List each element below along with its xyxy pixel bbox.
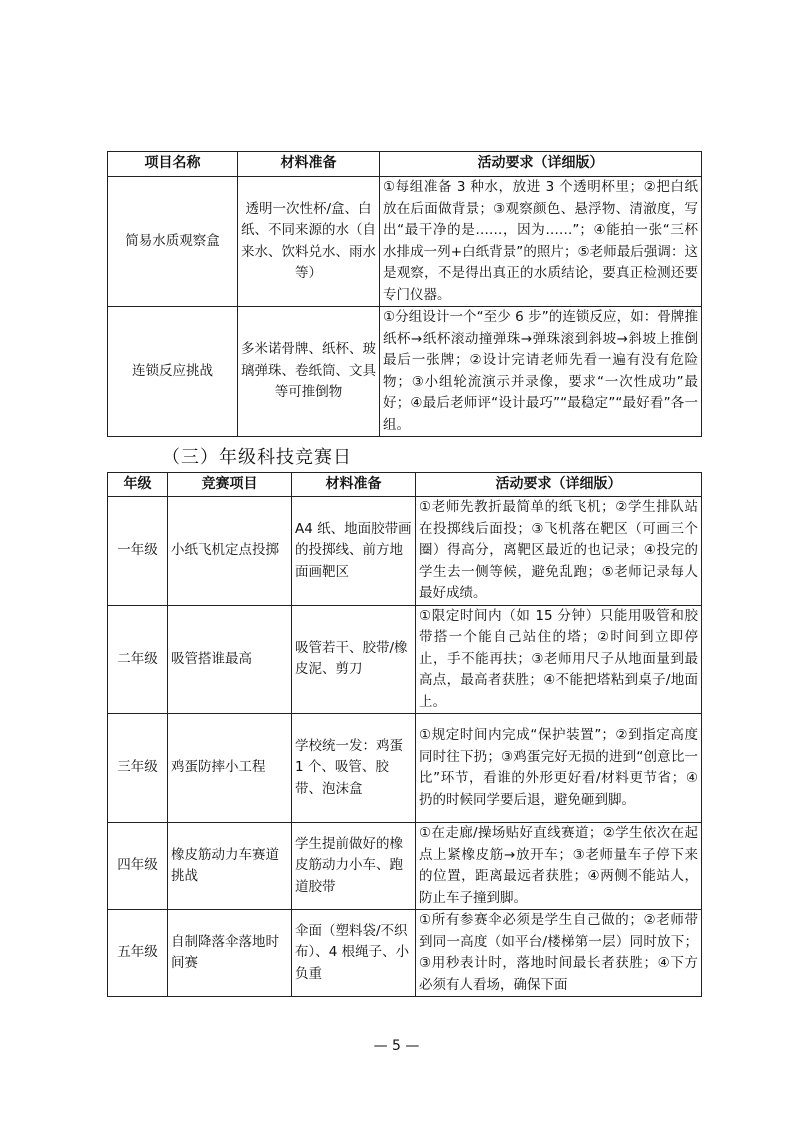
grade-cell: 二年级 (108, 605, 168, 714)
materials-cell: 多米诺骨牌、纸杯、玻璃弹珠、卷纸筒、文具等可推倒物 (238, 307, 380, 437)
page-number: — 5 — (373, 1038, 420, 1054)
materials-cell: 透明一次性杯/盒、白纸、不同来源的水（自来水、饮料兑水、雨水等） (238, 177, 380, 307)
requirements-cell: ①所有参赛伞必须是学生自己做的；②老师带到同一高度（如平台/楼梯第一层）同时放下；③用秒表计时，落地时间最长者获胜；④下方必须有人看场，确保下面 (416, 910, 702, 997)
requirements-cell: ①每组准备 3 种水，放进 3 个透明杯里；②把白纸放在后面做背景；③观察颜色、悬浮物、清澈度，写出“最干净的是……，因为……”；④能拍一张“三杯水排成一列+白纸背景”的照片；⑤老师最后强调：这是观察，不是得出真正的水质结论，要真正检测还要专门仪器。 (380, 177, 702, 307)
item-cell: 橡皮筋动力车赛道挑战 (168, 823, 292, 910)
table-header-row (108, 473, 702, 497)
table-row (108, 823, 702, 910)
grade-cell: 四年级 (108, 823, 168, 910)
table-row (108, 177, 702, 307)
item-cell: 小纸飞机定点投掷 (168, 497, 292, 606)
header-materials: 材料准备 (238, 152, 380, 177)
header-materials: 材料准备 (292, 473, 416, 497)
table-row (108, 497, 702, 606)
item-cell: 自制降落伞落地时间赛 (168, 910, 292, 997)
table-row (108, 307, 702, 437)
project-name-cell: 简易水质观察盒 (108, 177, 238, 307)
section-title: （三）年级科技竞赛日 (162, 447, 352, 468)
project-name-cell: 连锁反应挑战 (108, 307, 238, 437)
materials-cell: A4 纸、地面胶带画的投掷线、前方地面画靶区 (292, 497, 416, 606)
header-competition-item: 竞赛项目 (168, 473, 292, 497)
item-cell: 吸管搭谁最高 (168, 605, 292, 714)
materials-cell: 吸管若干、胶带/橡皮泥、剪刀 (292, 605, 416, 714)
table-header-row (108, 152, 702, 177)
table-row (108, 605, 702, 714)
materials-cell: 学生提前做好的橡皮筋动力小车、跑道胶带 (292, 823, 416, 910)
grade-cell: 三年级 (108, 714, 168, 823)
materials-cell: 学校统一发：鸡蛋 1 个、吸管、胶带、泡沫盒 (292, 714, 416, 823)
requirements-cell: ①限定时间内（如 15 分钟）只能用吸管和胶带搭一个能自己站住的塔；②时间到立即停止，手不能再扶；③老师用尺子从地面量到最高点，最高者获胜；④不能把塔粘到桌子/地面上。 (416, 605, 702, 714)
header-requirements: 活动要求（详细版） (380, 152, 702, 177)
header-grade: 年级 (108, 473, 168, 497)
project-table (107, 151, 702, 437)
requirements-cell: ①分组设计一个“至少 6 步”的连锁反应，如：骨牌推纸杯→纸杯滚动撞弹珠→弹珠滚到斜坡→斜坡上推倒最后一张牌；②设计完请老师先看一遍有没有危险物；③小组轮流演示并录像，要求“一次性成功”最好；④最后老师评“设计最巧”“最稳定”“最好看”各一组。 (380, 307, 702, 437)
requirements-cell: ①老师先教折最简单的纸飞机；②学生排队站在投掷线后面投；③飞机落在靶区（可画三个圈）得高分，离靶区最近的也记录；④投完的学生去一侧等候，避免乱跑；⑤老师记录每人最好成绩。 (416, 497, 702, 606)
header-requirements: 活动要求（详细版） (416, 473, 702, 497)
item-cell: 鸡蛋防摔小工程 (168, 714, 292, 823)
header-project-name: 项目名称 (108, 152, 238, 177)
table-row (108, 714, 702, 823)
requirements-cell: ①规定时间内完成“保护装置”；②到指定高度同时往下扔；③鸡蛋完好无损的进到“创意比一比”环节，看谁的外形更好看/材料更节省；④扔的时候同学要后退，避免砸到脚。 (416, 714, 702, 823)
grade-cell: 一年级 (108, 497, 168, 606)
grade-competition-table (107, 472, 702, 997)
requirements-cell: ①在走廊/操场贴好直线赛道；②学生依次在起点上紧橡皮筋→放开车；③老师量车子停下来的位置，距离最远者获胜；④两侧不能站人，防止车子撞到脚。 (416, 823, 702, 910)
table-row (108, 910, 702, 997)
materials-cell: 伞面（塑料袋/不织布）、4 根绳子、小负重 (292, 910, 416, 997)
grade-cell: 五年级 (108, 910, 168, 997)
